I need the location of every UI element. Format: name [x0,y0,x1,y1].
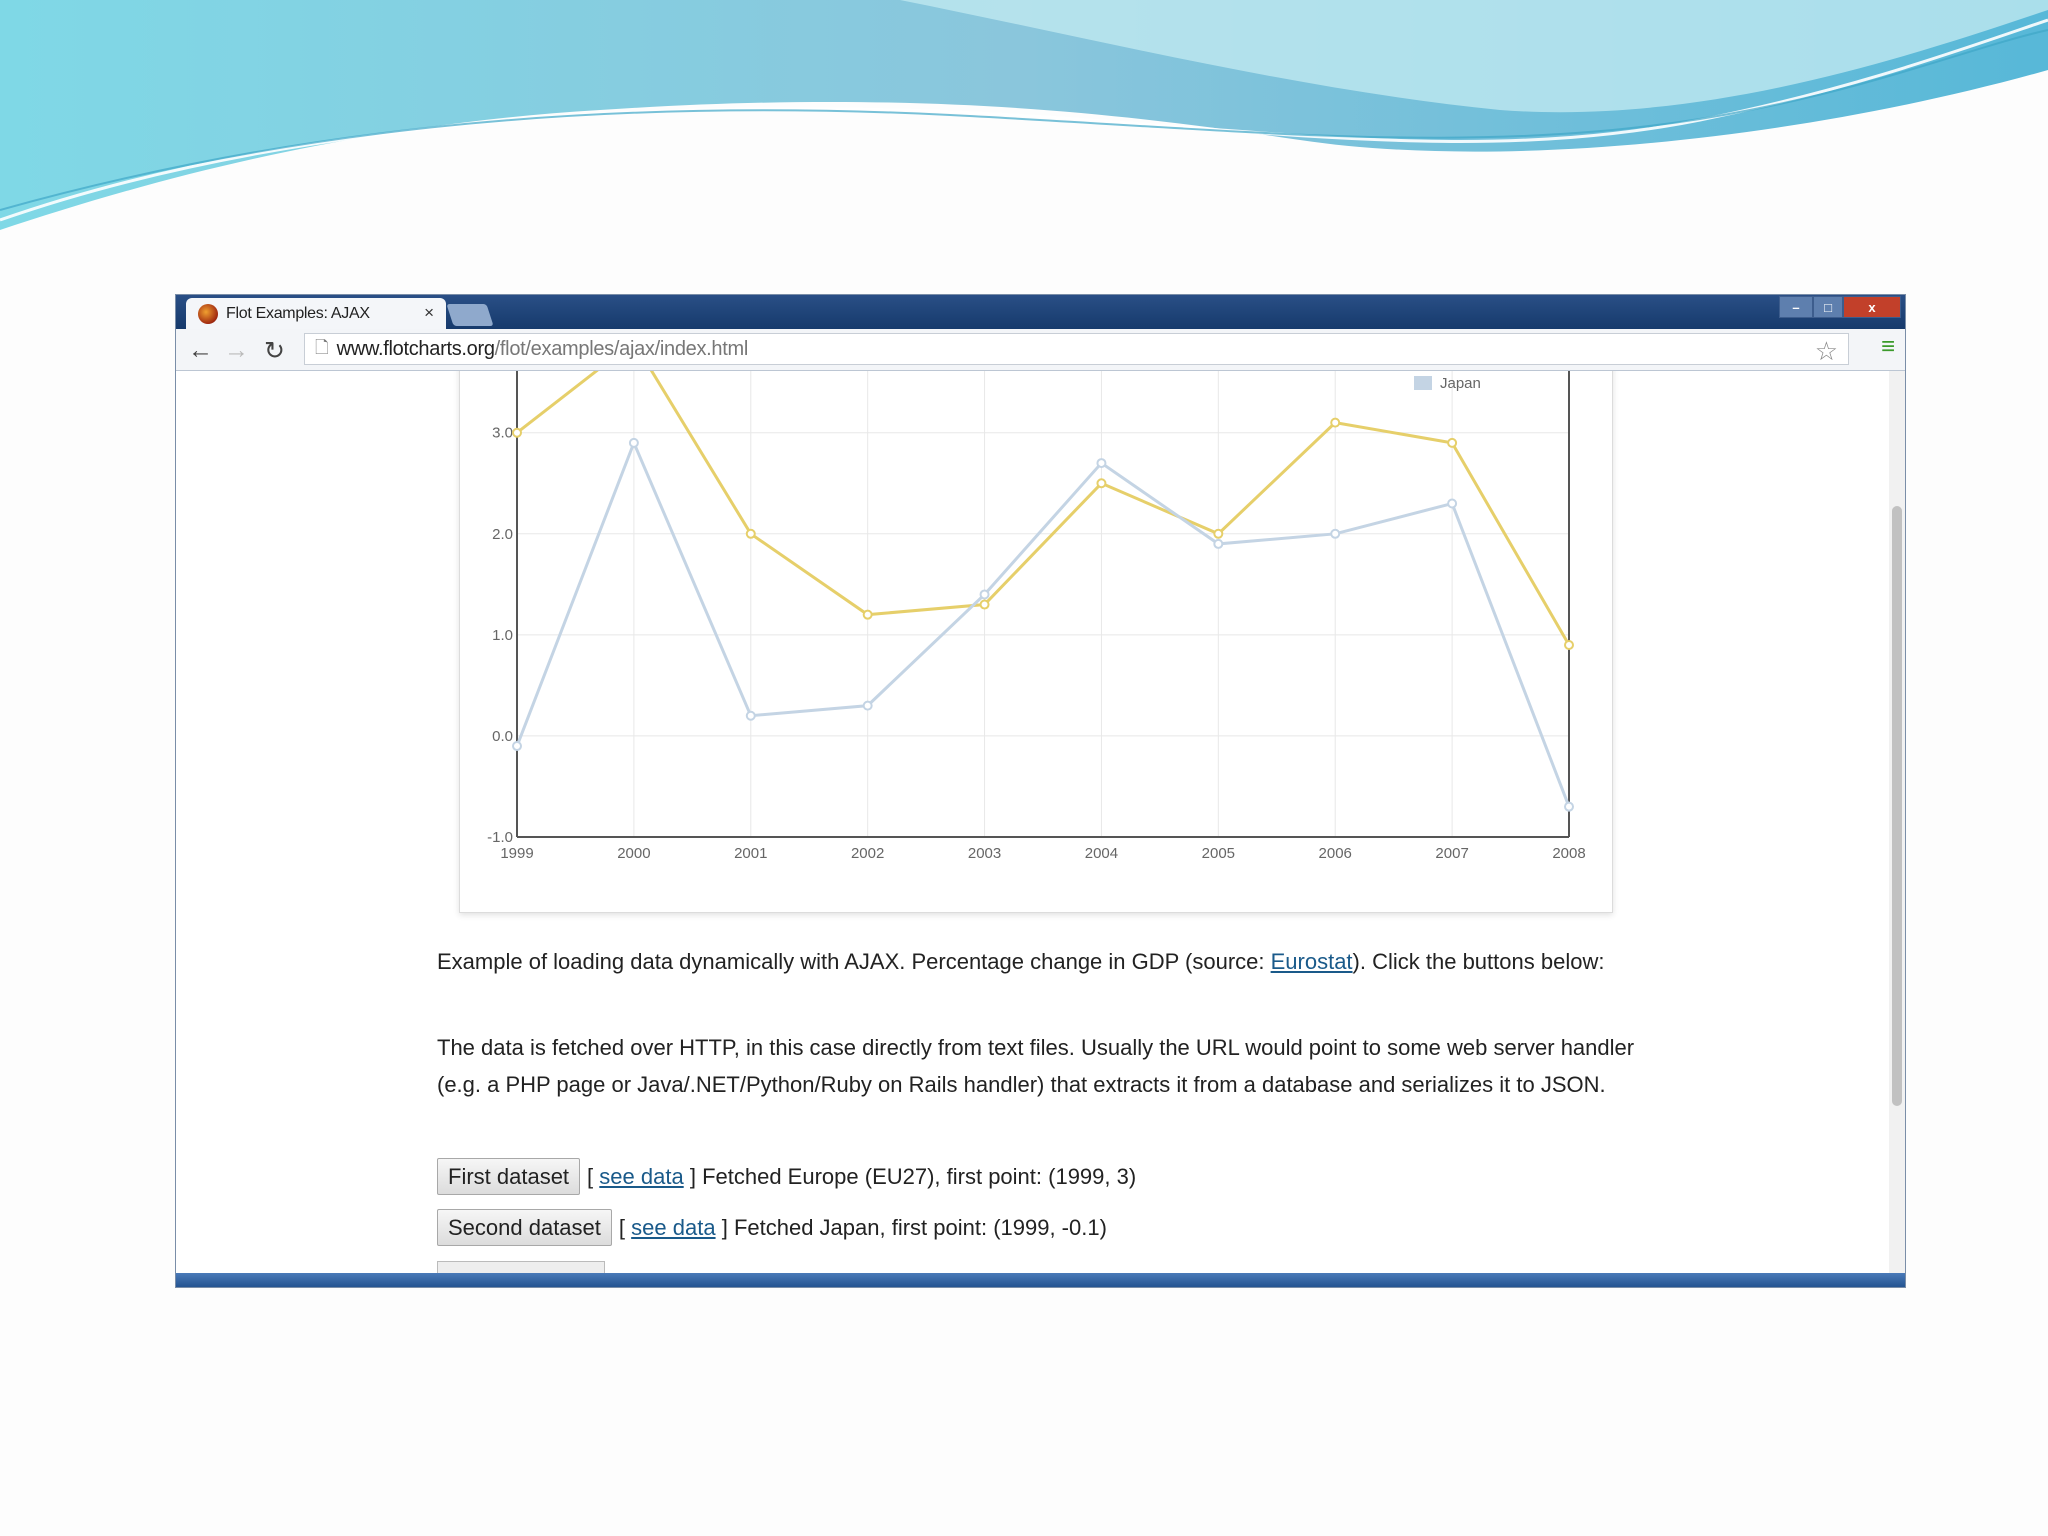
x-tick-label: 2006 [1318,845,1352,862]
page-content [176,371,1905,1273]
data-point [513,429,521,437]
fetch-status: Fetched Europe (EU27), first point: (1999, 3) [702,1163,1137,1189]
explanation-paragraph: The data is fetched over HTTP, in this case directly from text files. Usually the URL would point to some web server handler (e.g. a PHP page or Java/.NET/Python/Ruby on Rails handler) that extracts it from a database and serializes it to JSON. [437,1035,1635,1097]
legend-swatch [1414,376,1432,390]
bracket-open: [ [618,1214,626,1240]
data-point [1565,641,1573,649]
legend-label: Japan [1440,375,1481,392]
x-tick-label: 2003 [967,845,1002,862]
page-icon: 🗋 [315,337,329,357]
data-point [981,590,989,598]
data-point [1214,540,1222,548]
tab-title: Flot Examples: AJAX [226,304,370,322]
x-tick-label: 2007 [1435,845,1469,862]
y-tick-label: 1.0 [492,626,513,644]
data-point [1331,530,1339,538]
scrollbar-thumb[interactable] [1892,506,1902,1106]
see-data-link[interactable]: see data [599,1163,684,1189]
data-point [1448,499,1456,507]
window-controls [1779,296,1901,318]
third-dataset-button-partial[interactable] [437,1261,605,1273]
slide-wave-decoration [0,0,2048,240]
minimize-button[interactable]: – [1779,296,1813,318]
first-dataset-button[interactable]: First dataset [437,1158,580,1195]
data-point [981,601,989,609]
y-tick-label: -1.0 [487,829,513,846]
x-tick-label: 2005 [1201,845,1236,862]
address-bar[interactable] [304,333,1849,365]
vertical-scrollbar[interactable] [1889,371,1905,1273]
intro-text: Example of loading data dynamically with AJAX. Percentage change in GDP (source: [437,949,1271,974]
chart-placeholder [459,371,1613,913]
gdp-line-chart [460,371,1614,914]
y-tick-label: 2.0 [492,525,513,543]
data-point [1097,459,1105,467]
maximize-button[interactable]: □ [1813,296,1843,318]
intro-paragraph [437,943,1637,980]
flot-favicon-icon [198,304,218,324]
url-path: /flot/examples/ajax/index.html [494,337,749,360]
x-tick-label: 1999 [500,845,534,862]
new-tab-button[interactable] [446,304,493,326]
bracket-open: [ [587,1163,594,1189]
bracket-close: ] [689,1163,696,1189]
fetch-status: Fetched Japan, first point: (1999, -0.1) [733,1214,1107,1240]
x-tick-label: 2002 [850,845,885,862]
series-line [517,443,1569,807]
bracket-close: ] [721,1214,728,1240]
browser-window [175,294,1906,1288]
bookmark-star-icon[interactable]: ☆ [1814,336,1838,366]
dataset-row [437,1209,1107,1246]
data-point [1097,479,1105,487]
browser-menu-icon[interactable]: ≡ [1880,333,1895,360]
data-point [630,439,638,447]
see-data-link[interactable]: see data [631,1214,716,1240]
data-point [747,712,755,720]
data-point [864,702,872,710]
tab-close-icon[interactable]: × [424,303,434,322]
browser-toolbar [176,329,1905,371]
data-point [864,611,872,619]
windows-taskbar [176,1273,1905,1288]
x-tick-label: 2004 [1084,845,1119,862]
series-line [517,371,1569,645]
x-tick-label: 2001 [734,845,768,862]
close-window-button[interactable]: x [1843,296,1901,318]
data-point [1448,439,1456,447]
y-tick-label: 0.0 [492,727,513,745]
forward-arrow-icon[interactable]: → [224,336,249,364]
data-point [1565,803,1573,811]
reload-icon[interactable]: ↻ [264,337,285,365]
x-tick-label: 2008 [1552,845,1586,862]
data-point [1331,419,1339,427]
dataset-row [437,1158,1136,1195]
data-point [1214,530,1222,538]
url-host: www.flotcharts.org [336,337,495,360]
back-arrow-icon[interactable]: ← [188,336,213,364]
data-point [747,530,755,538]
intro-tail: ). Click the buttons below: [1352,949,1605,974]
eurostat-link[interactable]: Eurostat [1270,949,1353,974]
y-tick-label: 3.0 [492,424,513,442]
browser-title-bar [176,295,1905,329]
data-point [513,742,521,750]
browser-tab[interactable] [186,298,446,329]
x-tick-label: 2000 [617,845,651,862]
second-dataset-button[interactable]: Second dataset [437,1209,612,1246]
